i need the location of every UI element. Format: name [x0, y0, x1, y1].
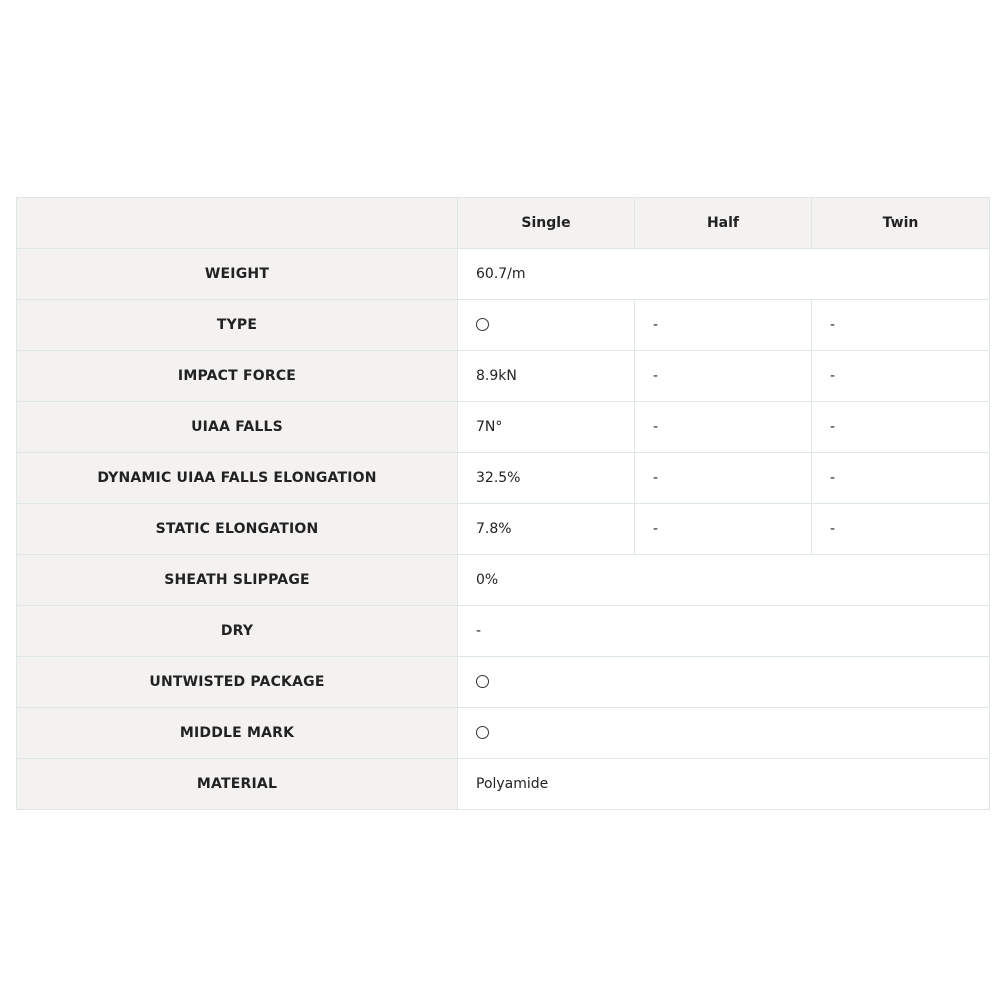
row-value-sheath-slippage: 0% [458, 555, 990, 606]
row-value-static-elongation-single: 7.8% [458, 504, 635, 555]
table-row [17, 351, 990, 402]
row-label-type: TYPE [17, 300, 458, 351]
row-value-type-half: - [635, 300, 812, 351]
table-row [17, 453, 990, 504]
row-value-dry: - [458, 606, 990, 657]
row-value-uiaa-falls-half: - [635, 402, 812, 453]
row-value-uiaa-falls-single: 7N° [458, 402, 635, 453]
table-row [17, 300, 990, 351]
row-value-weight: 60.7/m [458, 249, 990, 300]
table-row [17, 708, 990, 759]
row-value-dynamic-elongation-single: 32.5% [458, 453, 635, 504]
row-value-untwisted-package [458, 657, 990, 708]
rope-spec-table [16, 197, 990, 810]
row-value-type-single [458, 300, 635, 351]
table-row [17, 606, 990, 657]
row-label-weight: WEIGHT [17, 249, 458, 300]
row-label-sheath-slippage: SHEATH SLIPPAGE [17, 555, 458, 606]
row-value-middle-mark [458, 708, 990, 759]
table-row [17, 402, 990, 453]
row-value-dynamic-elongation-twin: - [812, 453, 990, 504]
row-label-material: MATERIAL [17, 759, 458, 810]
row-label-static-elongation: STATIC ELONGATION [17, 504, 458, 555]
row-label-untwisted-package: UNTWISTED PACKAGE [17, 657, 458, 708]
circle-icon [476, 726, 489, 739]
row-value-dynamic-elongation-half: - [635, 453, 812, 504]
row-label-middle-mark: MIDDLE MARK [17, 708, 458, 759]
table-row [17, 504, 990, 555]
circle-icon [476, 675, 489, 688]
header-corner-cell [17, 198, 458, 249]
row-value-material: Polyamide [458, 759, 990, 810]
row-label-uiaa-falls: UIAA FALLS [17, 402, 458, 453]
header-twin: Twin [812, 198, 990, 249]
circle-icon [476, 318, 489, 331]
row-value-type-twin: - [812, 300, 990, 351]
row-value-uiaa-falls-twin: - [812, 402, 990, 453]
header-row [17, 198, 990, 249]
table-row [17, 555, 990, 606]
row-value-impact-force-half: - [635, 351, 812, 402]
table-row [17, 657, 990, 708]
row-value-impact-force-single: 8.9kN [458, 351, 635, 402]
row-label-dry: DRY [17, 606, 458, 657]
table-row [17, 759, 990, 810]
table-row [17, 249, 990, 300]
row-value-impact-force-twin: - [812, 351, 990, 402]
header-half: Half [635, 198, 812, 249]
row-label-impact-force: IMPACT FORCE [17, 351, 458, 402]
header-single: Single [458, 198, 635, 249]
row-value-static-elongation-half: - [635, 504, 812, 555]
row-value-static-elongation-twin: - [812, 504, 990, 555]
row-label-dynamic-elongation: DYNAMIC UIAA FALLS ELONGATION [17, 453, 458, 504]
